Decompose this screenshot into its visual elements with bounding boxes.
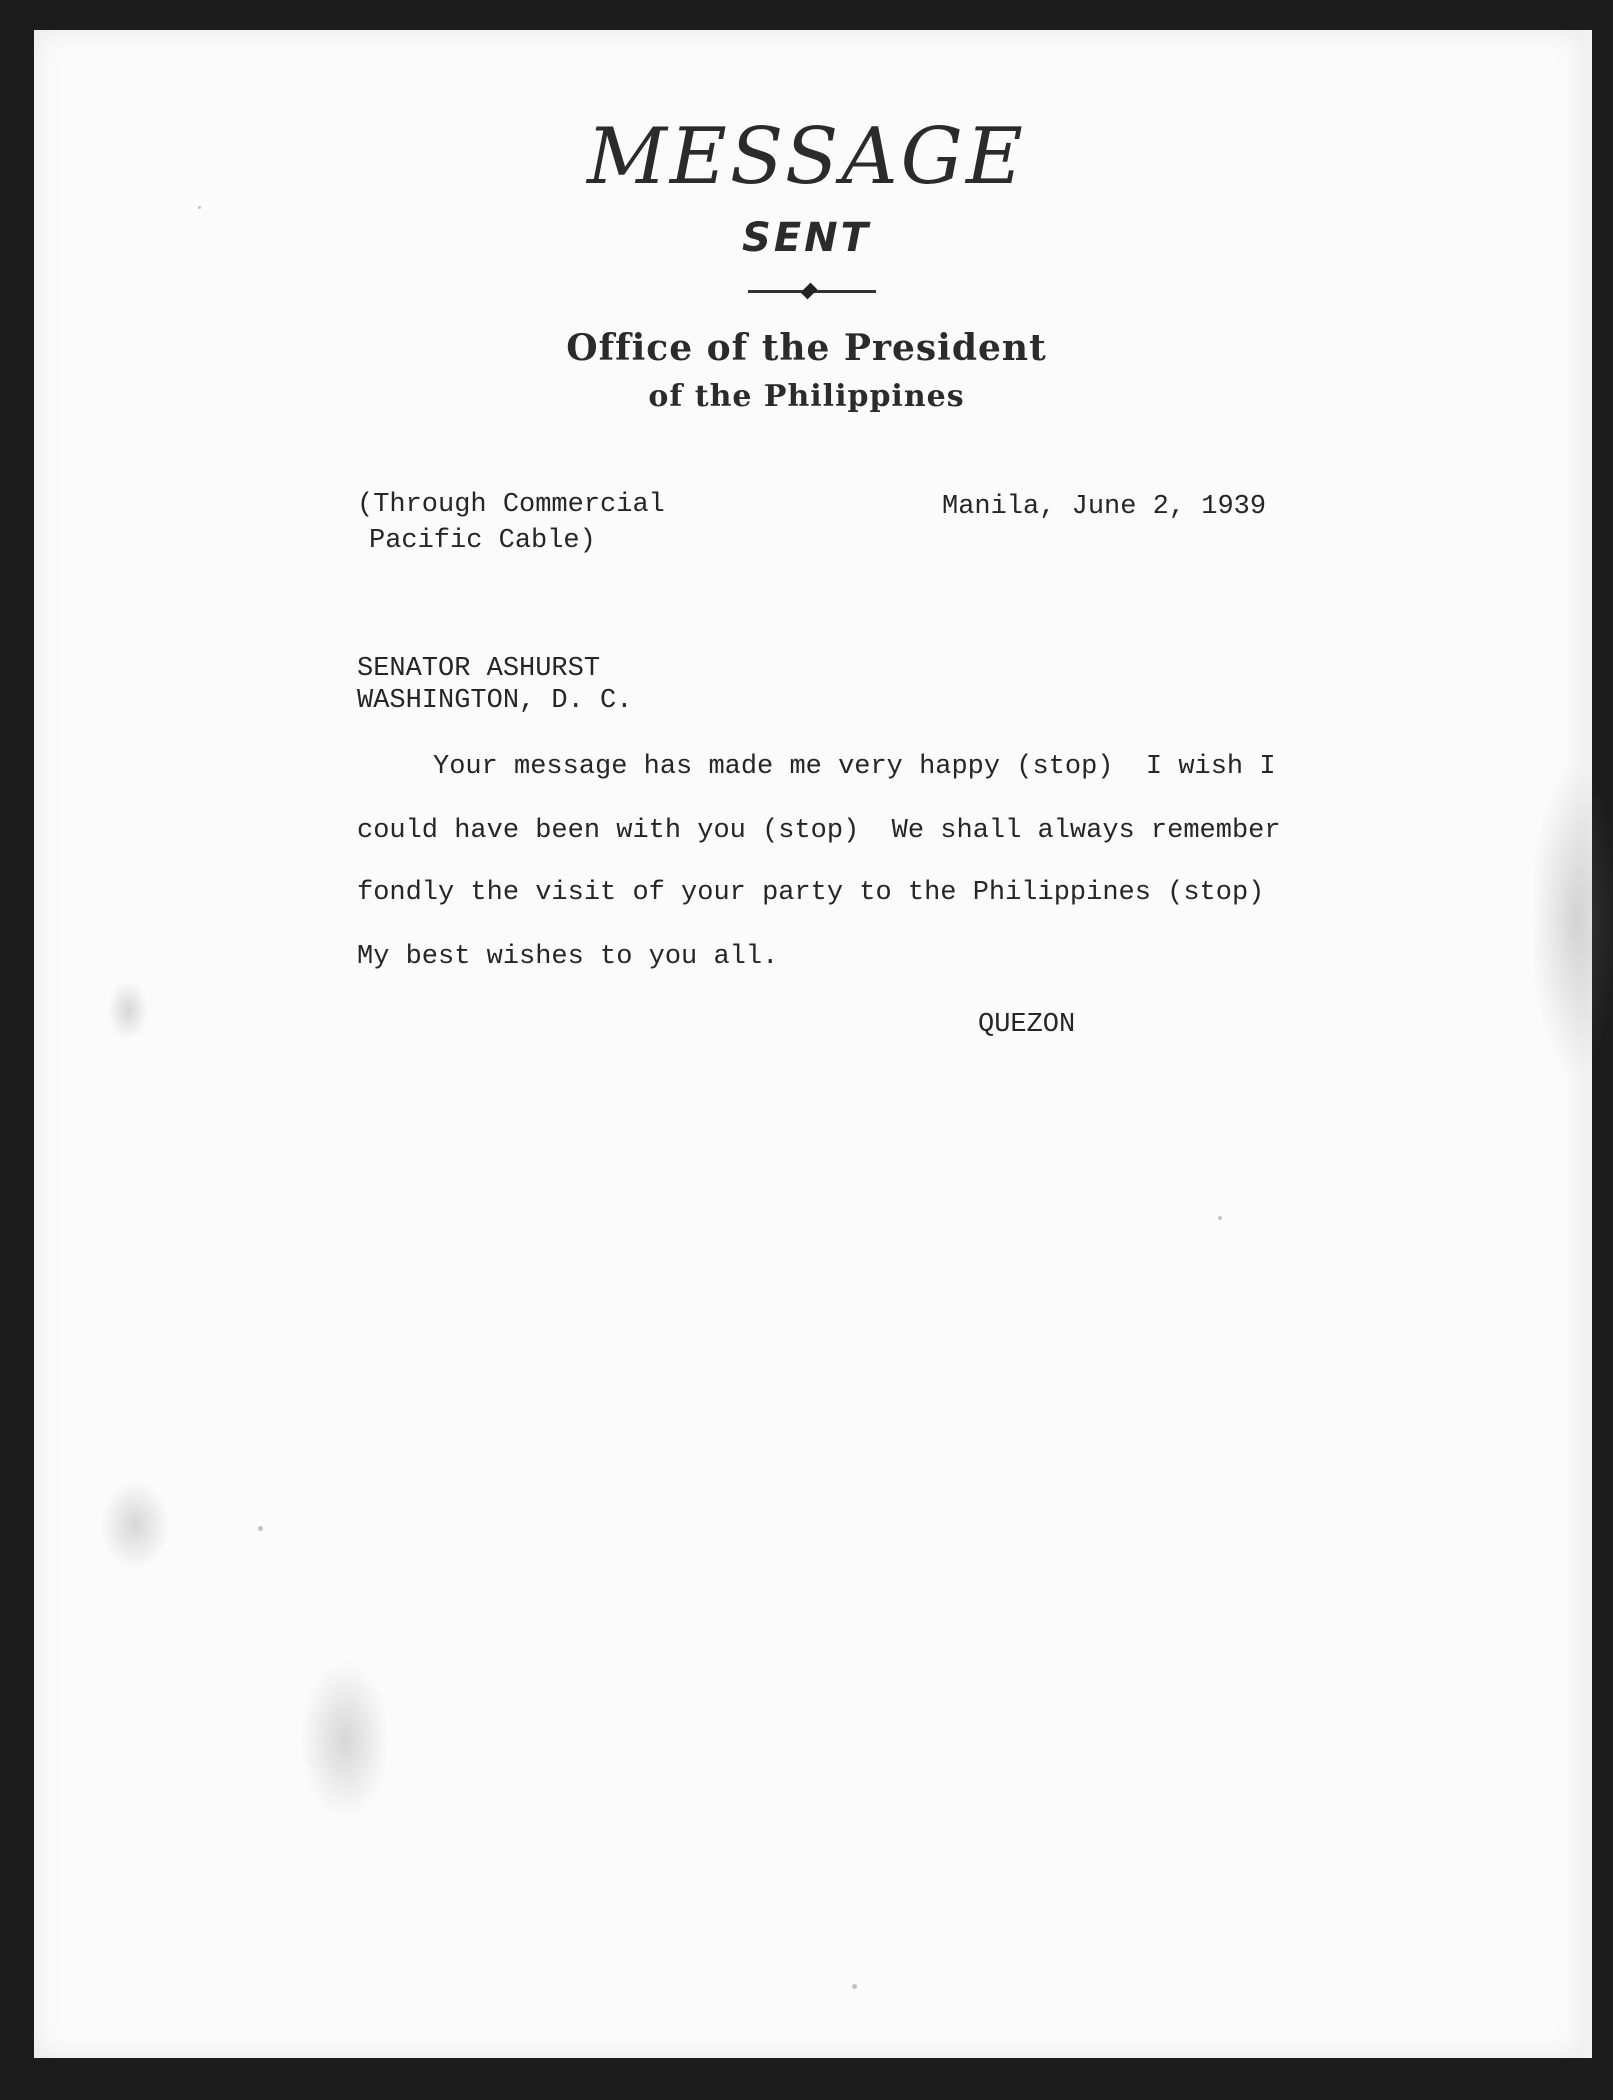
scan-smudge [1530,760,1613,1080]
letterhead-title: MESSAGE [587,112,1026,202]
scan-speck [852,1984,857,1989]
scan-speck [198,206,201,209]
scan-speck [258,1526,263,1531]
body-line: My best wishes to you all. [357,942,779,972]
body-line: could have been with you (stop) We shall always remember [357,816,1281,846]
body-line: fondly the visit of your party to the Philippines (stop) [357,878,1265,908]
scan-smudge [300,1660,390,1820]
routing-line-2: Pacific Cable) [369,526,596,556]
letterhead-subtitle: SENT [742,215,871,261]
addressee-name: SENATOR ASHURST [357,654,601,684]
addressee-location: WASHINGTON, D. C. [357,686,633,716]
scan-smudge [108,980,148,1040]
scan-smudge [100,1480,170,1570]
letterhead-office: Office of the President [566,327,1047,369]
dateline: Manila, June 2, 1939 [942,492,1267,522]
body-line: Your message has made me very happy (stop) I wish I [433,752,1276,782]
letterhead-country: of the Philippines [648,379,965,414]
scan-speck [1218,1216,1222,1220]
routing-line-1: (Through Commercial [357,490,665,520]
signature: QUEZON [978,1010,1076,1040]
